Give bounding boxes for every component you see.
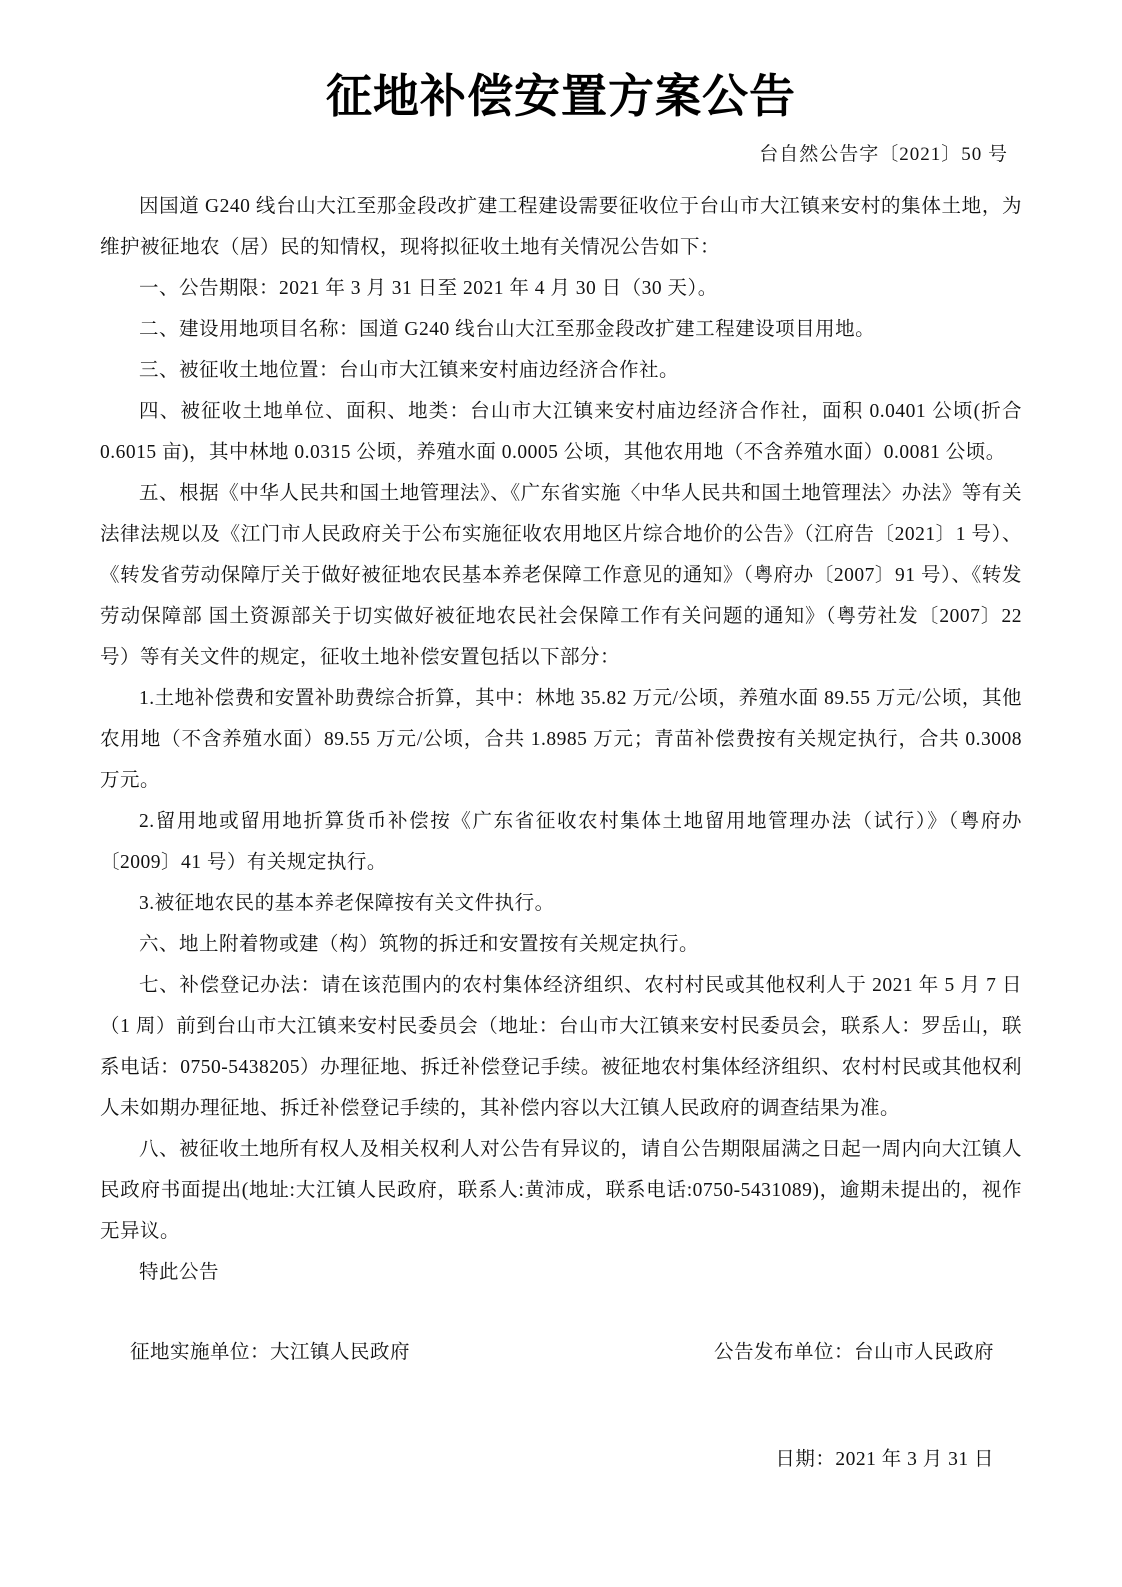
- paragraph-item-5: 五、根据《中华人民共和国土地管理法》、《广东省实施〈中华人民共和国土地管理法〉办法》等有关法律法规以及《江门市人民政府关于公布实施征收农用地区片综合地价的公告》（江府告〔2021〕1 号）、《转发省劳动保障厅关于做好被征地农民基本养老保障工作意见的通知》（粤府办〔2007〕91 号）、《转发劳动保障部 国土资源部关于切实做好被征地农民社会保障工作有关问题的通知》（粤劳社发〔2007〕22 号）等有关文件的规定，征收土地补偿安置包括以下部分：: [100, 482, 1022, 668]
- paragraph-item-4: 四、被征收土地单位、面积、地类：台山市大江镇来安村庙边经济合作社，面积 0.0401 公顷(折合 0.6015 亩)，其中林地 0.0315 公顷，养殖水面 0.0005 公顷，其他农用地（不含养殖水面）0.0081 公顷。: [100, 400, 1022, 463]
- doc-number: 台自然公告字〔2021〕50 号: [759, 143, 1008, 165]
- footer-units: [100, 1332, 1022, 1373]
- paragraph-item-5-sub-3: 3.被征地农民的基本养老保障按有关文件执行。: [139, 892, 555, 914]
- paragraph-item-1: 一、公告期限：2021 年 3 月 31 日至 2021 年 4 月 30 日（30 天）。: [139, 277, 718, 299]
- date-line: 日期：2021 年 3 月 31 日: [775, 1448, 994, 1470]
- paragraph-item-5-sub-2: 2.留用地或留用地折算货币补偿按《广东省征收农村集体土地留用地管理办法（试行）》（粤府办〔2009〕41 号）有关规定执行。: [100, 810, 1022, 873]
- page-title: 征地补偿安置方案公告: [326, 71, 796, 122]
- paragraph-item-3: 三、被征收土地位置：台山市大江镇来安村庙边经济合作社。: [139, 359, 680, 381]
- document-body: [100, 186, 1022, 1293]
- paragraph-intro: 因国道 G240 线台山大江至那金段改扩建工程建设需要征收位于台山市大江镇来安村的集体土地，为维护被征地农（居）民的知情权，现将拟征收土地有关情况公告如下：: [100, 195, 1022, 258]
- paragraph-closing: 特此公告: [139, 1261, 220, 1283]
- paragraph-item-2: 二、建设用地项目名称：国道 G240 线台山大江至那金段改扩建工程建设项目用地。: [139, 318, 876, 340]
- issuing-unit: 公告发布单位：台山市人民政府: [713, 1341, 994, 1363]
- paragraph-item-6: 六、地上附着物或建（构）筑物的拆迁和安置按有关规定执行。: [139, 933, 700, 955]
- paragraph-item-7: 七、补偿登记办法：请在该范围内的农村集体经济组织、农村村民或其他权利人于 2021 年 5 月 7 日（1 周）前到台山市大江镇来安村民委员会（地址：台山市大江镇来安村民委员会，联系人：罗岳山，联系电话：0750-5438205）办理征地、拆迁补偿登记手续。被征地农村集体经济组织、农村村民或其他权利人未如期办理征地、拆迁补偿登记手续的，其补偿内容以大江镇人民政府的调查结果为准。: [100, 974, 1022, 1119]
- paragraph-item-8: 八、被征收土地所有权人及相关权利人对公告有异议的，请自公告期限届满之日起一周内向大江镇人民政府书面提出(地址:大江镇人民政府，联系人:黄沛成，联系电话:0750-5431089)，逾期未提出的，视作无异议。: [100, 1138, 1022, 1242]
- paragraph-item-5-sub-1: 1.土地补偿费和安置补助费综合折算，其中：林地 35.82 万元/公顷，养殖水面 89.55 万元/公顷，其他农用地（不含养殖水面）89.55 万元/公顷，合共 1.8985 万元；青苗补偿费按有关规定执行，合共 0.3008 万元。: [100, 687, 1022, 791]
- implementing-unit: 征地实施单位：大江镇人民政府: [130, 1341, 411, 1363]
